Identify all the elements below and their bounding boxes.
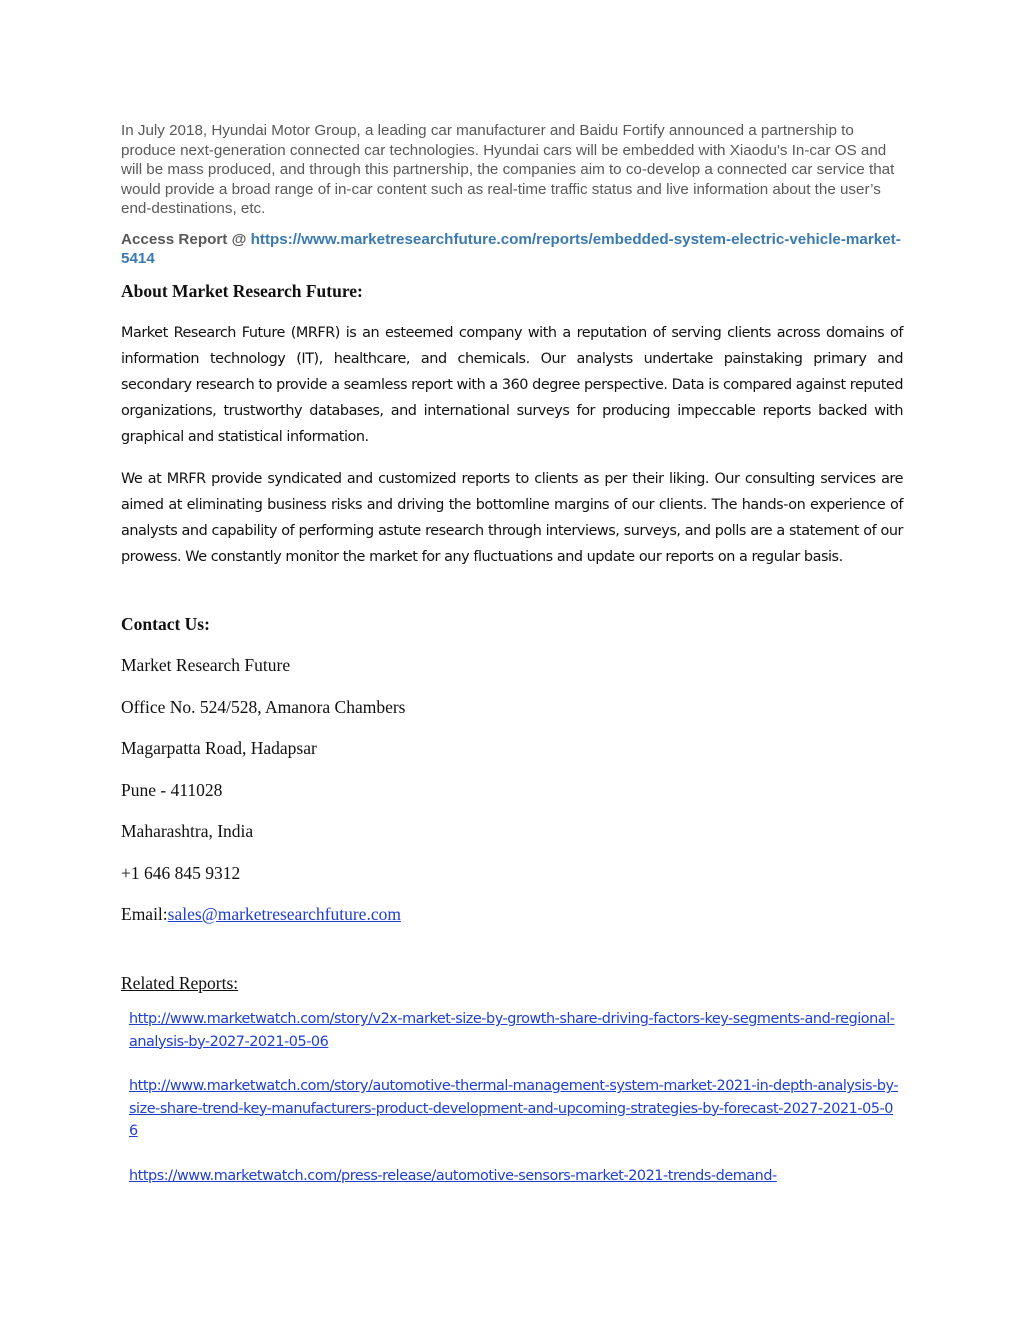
contact-road: Magarpatta Road, Hadapsar bbox=[121, 738, 317, 758]
about-paragraph-2: We at MRFR provide syndicated and customized reports to clients as per their liking. Our consulting services are aimed at eliminating business risks and driving the bottomline margins of our clients. The hands-on experience of analysts and capability of performing astute research through interviews, surveys, and polls are a statement of our prowess. We constantly monitor the market for any fluctuations and update our reports on a regular basis. bbox=[121, 471, 903, 565]
contact-email-line bbox=[121, 904, 401, 925]
intro-paragraph: In July 2018, Hyundai Motor Group, a leading car manufacturer and Baidu Fortify announced a partnership to produce next-generation connected car technologies. Hyundai cars will be embedded with Xiaodu's In-car OS and will be mass produced, and through this partnership, the companies aim to co-develop a connected car service that would provide a broad range of in-car content such as real-time traffic status and live information about the user’s end-destinations, etc. bbox=[121, 122, 895, 217]
contact-city: Pune - 411028 bbox=[121, 780, 223, 800]
contact-email-link[interactable]: sales@marketresearchfuture.com bbox=[167, 904, 401, 924]
related-report-link[interactable]: https://www.marketwatch.com/press-release/automotive-sensors-market-2021-trends-demand- bbox=[129, 1168, 777, 1184]
access-report-label: Access Report @ bbox=[121, 231, 251, 248]
contact-phone: +1 646 845 9312 bbox=[121, 863, 241, 883]
related-report-link[interactable]: http://www.marketwatch.com/story/automotive-thermal-management-system-market-2021-in-depth-analysis-by-size-share-trend-key-manufacturers-product-development-and-upcoming-strategies-by-forecast-2027-2021-05-06 bbox=[129, 1078, 899, 1139]
about-heading: About Market Research Future: bbox=[121, 281, 363, 301]
contact-heading: Contact Us: bbox=[121, 614, 210, 634]
contact-company: Market Research Future bbox=[121, 655, 291, 675]
related-reports-heading: Related Reports: bbox=[121, 973, 239, 993]
about-paragraph-1: Market Research Future (MRFR) is an esteemed company with a reputation of serving clients across domains of information technology (IT), healthcare, and chemicals. Our analysts undertake painstaking primary and secondary research to provide a seamless report with a 360 degree perspective. Data is compared against reputed organizations, trustworthy databases, and international surveys for producing impeccable reports backed with graphical and statistical information. bbox=[121, 325, 904, 445]
access-report-line bbox=[121, 230, 903, 268]
contact-email-label: Email: bbox=[121, 904, 168, 924]
related-report-link[interactable]: http://www.marketwatch.com/story/v2x-market-size-by-growth-share-driving-factors-key-segments-and-regional-analysis-by-2027-2021-05-06 bbox=[129, 1011, 895, 1050]
contact-office: Office No. 524/528, Amanora Chambers bbox=[121, 697, 406, 717]
contact-state: Maharashtra, India bbox=[121, 821, 254, 841]
access-report-link[interactable]: https://www.marketresearchfuture.com/reports/embedded-system-electric-vehicle-market-5414 bbox=[121, 231, 901, 267]
